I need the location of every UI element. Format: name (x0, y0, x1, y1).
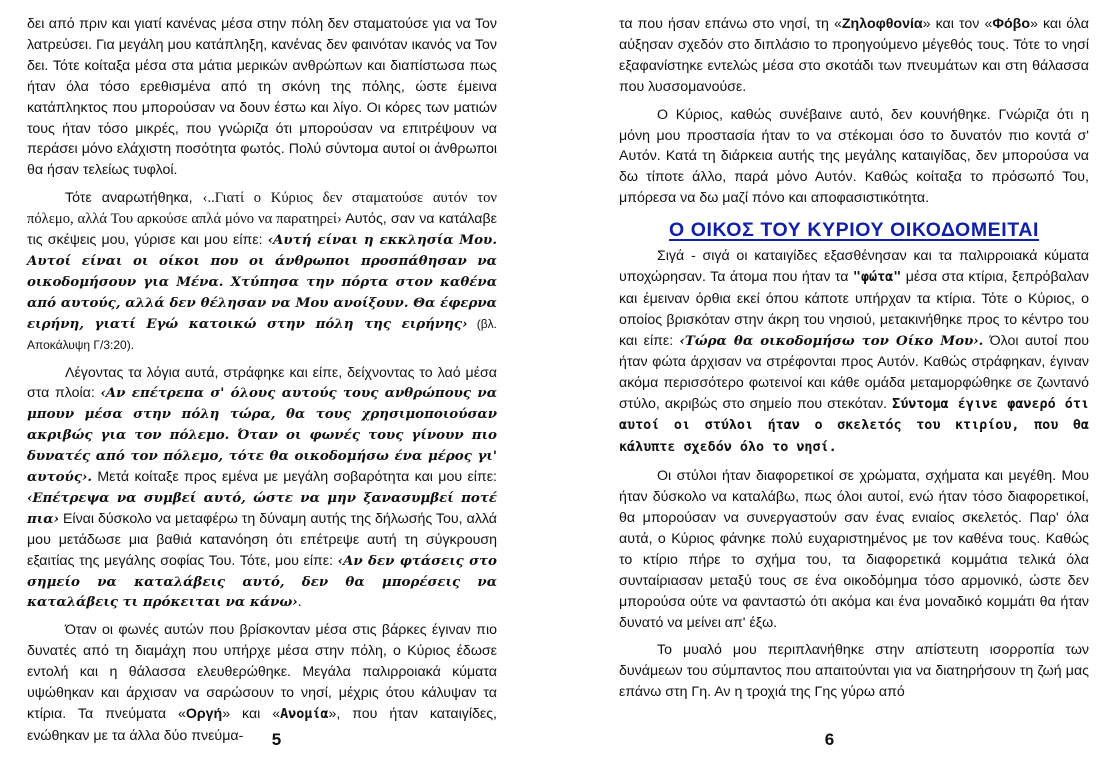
paragraph-text: Όταν οι φωνές αυτών που βρίσκονταν μέσα στις βάρκες έγιναν πιο δυνατές από τη διαμάχη που υπήρχε μέσα στην πόλη, ο Κύριος έδωσε εντολή και η θάλασσα ελευθερώθηκε. Μεγάλα παλιρροιακά κύματα υψώθηκαν και άρχισαν να σαρώσουν το νησί, μέχρις ότου κάλυψαν τα κτίρια. Τα πνεύματα « (27, 622, 497, 722)
paragraph (619, 246, 1089, 459)
paragraph-text: » και τον « (922, 16, 993, 32)
inner-question: ‹..Γιατί ο Κύριος δεν σταματούσε αυτόν τον πόλεμο, αλλά Του αρκούσε απλά μόνο να παρατηρεί› (27, 190, 497, 228)
paragraph-text: Το μυαλό μου περιπλανήθηκε στην απίστευτη ισορροπία των δυνάμεων του σύμπαντος που απαιτούνται για να διατηρήσουν τη ζωή μας επάνω στη Γη. Αν η τροχιά της Γης γύρω από (619, 642, 1089, 701)
lord-quote: ‹Επέτρεψα να συμβεί αυτό, ώστε να μην ξανασυμβεί ποτέ πια› (27, 489, 497, 527)
paragraph-text: δει από πριν και γιατί κανένας μέσα στην πόλη δεν σταματούσε για να Τον λατρεύσει. Για μεγάλη μου κατάπληξη, κανένας δεν φαινόταν ικανός να Τον δει. Τότε κοίταξα μέσα στα μάτια μερικών ανθρώπων και διαπίστωσα πως ήταν όλα τόσο ερεθισμένα από τη σκόνη της πόλης, ώστε έμεινα κατάπληκτος που μπορούσαν να δουν έστω και λίγο. Οι κόρες των ματιών τους ήταν τόσο μικρές, που γνώριζα ότι μπορούσαν να επιτρέψουν να περάσει μόνο ελάχιστη ποσότητα φωτός. Πολύ σύντομα αυτοί οι άνθρωποι θα ήσαν τελείως τυφλοί. (27, 16, 497, 179)
paragraph (27, 620, 497, 746)
lord-quote: ‹Αυτή είναι η εκκλησία Μου. Αυτοί είναι οι οίκοι που οι άνθρωποι προσπάθησαν να οικοδομήσουν για Μένα. Χτύπησα την πόρτα στον καθένα από αυτούς, αλλά δεν θέλησαν να Μου ανοίξουν. Θα έφερνα ειρήνη, γιατί Εγώ κατοικώ στην πόλη της ειρήνης› (27, 232, 498, 332)
paragraph-text: Είναι δύσκολο να μεταφέρω τη δύναμη αυτής της δήλωσής Του, αλλά μου μετάδωσε μια βαθιά κατανόηση ότι επέτρεψε αυτή τη σύγκρουση εξαιτίας της μεγάλης σοφίας Του. Τότε, μου είπε: (27, 510, 497, 569)
page-number: 6 (824, 730, 835, 749)
paragraph-text: Μετά κοίταξε προς εμένα με μεγάλη σοβαρότητα και μου είπε: (92, 469, 497, 486)
spirit-name: Φόβο (992, 16, 1030, 32)
paragraph (27, 14, 497, 181)
spirit-name: Ζηλοφθονία (841, 16, 923, 32)
section-heading: Ο ΟΙΚΟΣ ΤΟΥ ΚΥΡΙΟΥ ΟΙΚΟΔΟΜΕΙΤΑΙ (668, 219, 1040, 242)
paragraph (619, 105, 1089, 210)
paragraph-text: Σιγά - σιγά οι καταιγίδες εξασθένησαν και τα παλιρροιακά κύματα υποχώρησαν. Τα άτομα που ήταν τα (619, 248, 1089, 286)
lord-quote: ‹Τώρα θα οικοδομήσω τον Οίκο Μου›. (679, 332, 984, 349)
right-page (553, 0, 1106, 761)
paragraph-text: Λέγοντας τα λόγια αυτά, στράφηκε και είπε, δείχνοντας το λαό μέσα στα πλοία: (27, 364, 497, 402)
page-number: 5 (271, 730, 282, 749)
spirit-name: Ανομία (280, 707, 329, 722)
paragraph-text: Αυτός, σαν να κατάλαβε τις σκέψεις μου, γύρισε και μου είπε: (27, 211, 497, 249)
paragraph-text: » και όλα αύξησαν σχεδόν στο διπλάσιο το προηγούμενο μέγεθός τους. Τότε το νησί εξαφανίστηκε εντελώς μέσα στο σκοτάδι των πνευμάτων και στη θάλασσα που λυσσομανούσε. (619, 16, 1090, 95)
emphasis-word: "φώτα" (852, 270, 902, 286)
paragraph-text: Όλοι αυτοί που ήταν φώτα άρχισαν να στρέφονται προς Αυτόν. Καθώς στράφηκαν, έγιναν ακόμα περισσότερο φωτεινοί και κάθε ομάδα μεταμορφώθηκε σε ζωντανό στύλο, ακριβώς στο σημείο που στεκόταν. (619, 332, 1089, 412)
paragraph (27, 363, 497, 614)
emphasis-sentence: Σύντομα έγινε φανερό ότι αυτοί οι στύλοι ήταν ο σκελετός του κτιρίου, που θα κάλυπτε σχεδόν όλο το νησί. (619, 396, 1089, 456)
paragraph (619, 640, 1089, 703)
paragraph-text: Τότε αναρωτήθηκα, (65, 190, 203, 207)
paragraph-text: », που ήταν καταιγίδες, ενώθηκαν με τα άλλα δύο πνεύμα- (27, 706, 497, 744)
paragraph (619, 14, 1089, 98)
lord-quote: ‹Αν επέτρεπα σ' όλους αυτούς τους ανθρώπους να μπουν μέσα στην πόλη τώρα, θα τους χρησιμοποιούσαν ακριβώς για τον πόλεμο. Όταν οι φωνές τους γίνουν πιο δυνατές από τον πόλεμο, τότε θα οικοδομήσω ένα μέρος γι' αυτούς›. (27, 385, 497, 486)
paragraph-text: τα που ήσαν επάνω στο νησί, τη « (619, 16, 842, 32)
spirit-name: Οργή (185, 706, 223, 722)
lord-quote: ‹Αν δεν φτάσεις στο σημείο να καταλάβεις αυτό, δεν θα μπορέσεις να καταλάβεις τι πρόκειται να κάνω› (27, 552, 497, 611)
paragraph-text: Οι στύλοι ήταν διαφορετικοί σε χρώματα, σχήματα και μεγέθη. Μου ήταν δύσκολο να καταλάβω, πως όλοι αυτοί, ενώ ήταν τόσο διαφορετικοί, θα μπορούσαν να συνεργαστούν σαν ένας ενιαίος σκελετός. Παρ' όλα αυτά, ο Κύριος φάνηκε πολύ ευχαριστημένος με τον καθένα τους. Καθώς το κτίριο πήρε το σχήμα του, τα διαφορετικά κομμάτια τελικά όλα συνταίριασαν μεταξύ τους σε ένα οικοδόμημα τόσο αρμονικό, ώστε δεν μπορούσα ούτε να φανταστώ ότι ακόμα και ένα μοναδικό κομμάτι θα ήταν δυνατό να μείνει απ' έξω. (619, 468, 1089, 631)
paragraph-text: Ο Κύριος, καθώς συνέβαινε αυτό, δεν κουνήθηκε. Γνώριζα ότι η μόνη μου προστασία ήταν το να στέκομαι όσο το δυνατόν πιο κοντά σ' Αυτόν. Κατά τη διάρκεια αυτής της μεγάλης καταιγίδας, δεν μπορούσα να δω τίποτε άλλο, παρά μόνο Αυτόν. Καθώς κοίταξα το πρόσωπό Του, μπόρεσα να δω μαζί πόνο και αποφασιστικότητα. (619, 106, 1089, 207)
paragraph-text: . (297, 594, 302, 611)
paragraph (27, 188, 497, 355)
scripture-reference: (βλ. Αποκάλυψη Γ/3:20). (27, 316, 497, 352)
paragraph-text: » και « (222, 706, 281, 722)
right-text-column (619, 14, 1089, 703)
paragraph (619, 466, 1089, 633)
left-text-column (27, 14, 497, 747)
paragraph-text: μέσα στα κτίρια, ξεπρόβαλαν και έμειναν όρθια εκεί όπου κάποτε υπήρχαν τα κτίρια. Τότε ο Κύριος, ο οποίος βρισκόταν στην άκρη του νησιού, μετακινήθηκε προς το κέντρο του και είπε: (619, 269, 1089, 349)
